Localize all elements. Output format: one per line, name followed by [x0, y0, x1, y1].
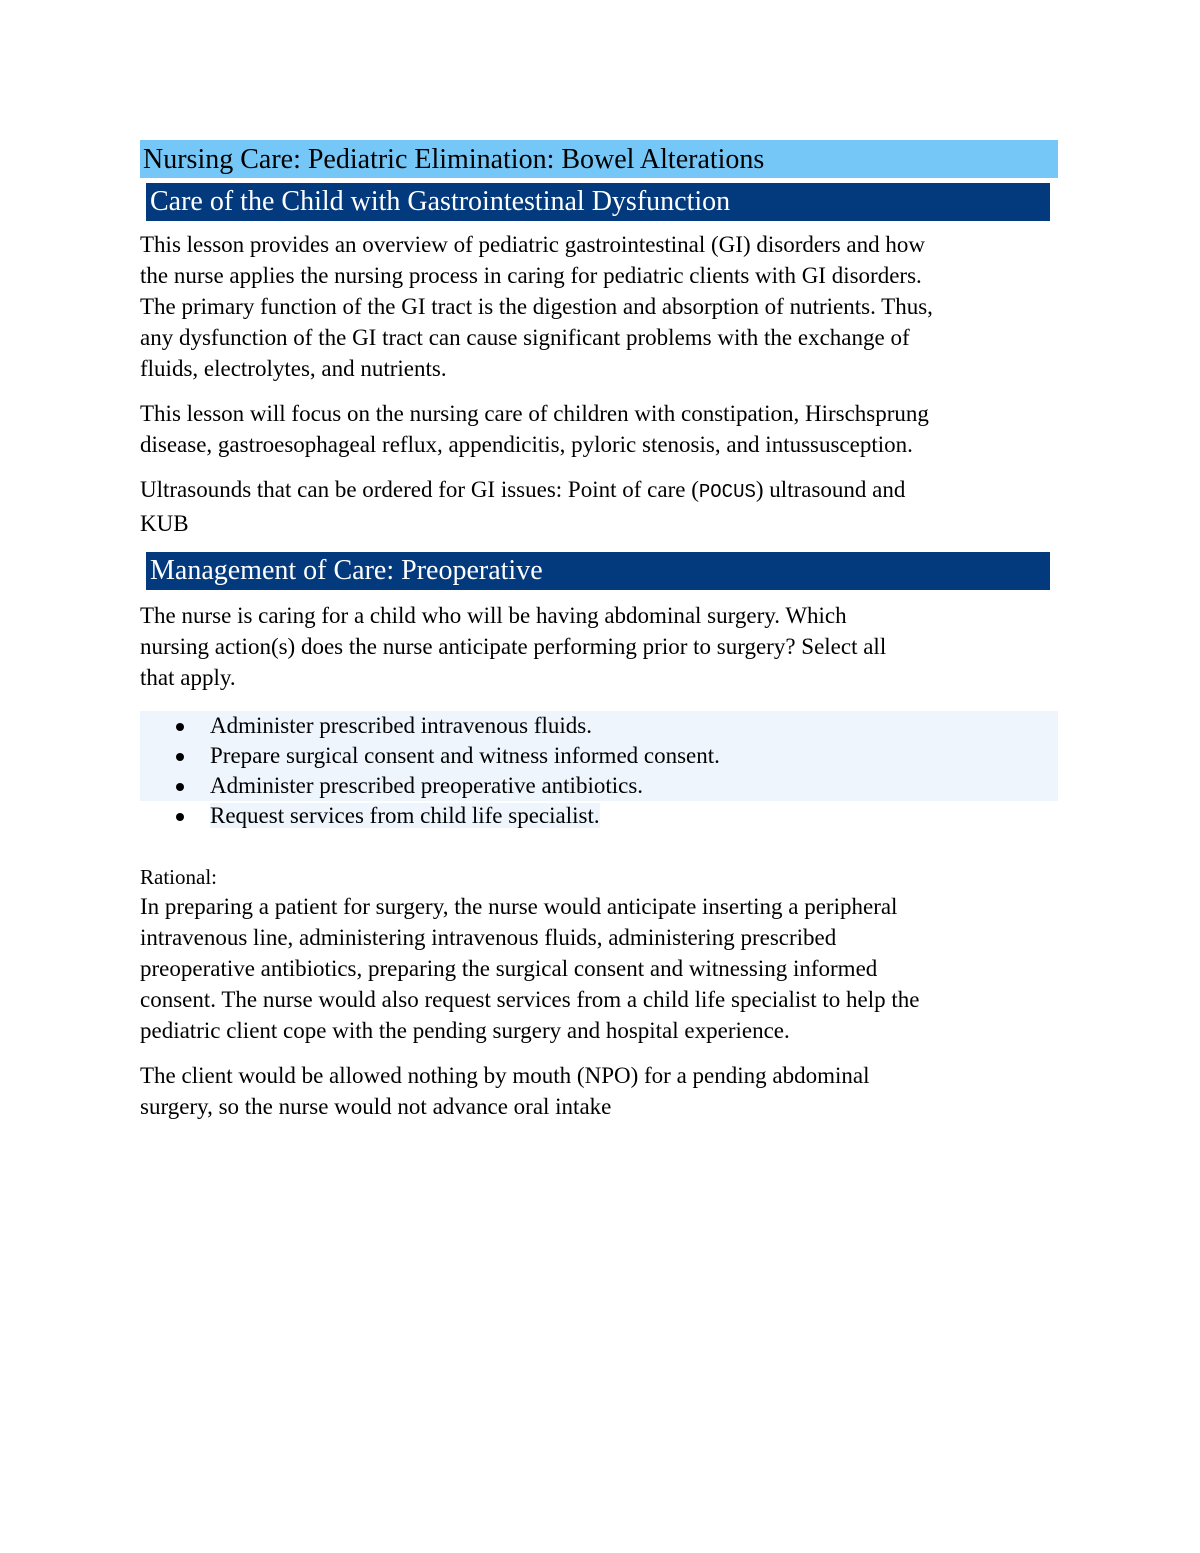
text-line: This lesson will focus on the nursing care of children with constipation, Hirschsprung	[140, 401, 929, 426]
bullet-icon	[176, 753, 184, 761]
focus-paragraph	[140, 398, 1058, 460]
text-line: intravenous line, administering intravenous fluids, administering prescribed	[140, 925, 837, 950]
text-line: nursing action(s) does the nurse anticipate performing prior to surgery? Select all	[140, 634, 887, 659]
text-line: The primary function of the GI tract is the digestion and absorption of nutrients. Thus,	[140, 294, 933, 319]
list-item	[140, 771, 1058, 801]
option-text: Prepare surgical consent and witness informed consent.	[210, 743, 720, 768]
text-segment: Ultrasounds that can be ordered for GI issues: Point of care (	[140, 477, 699, 502]
question-paragraph	[140, 600, 1058, 693]
text-segment: ) ultrasound and	[755, 477, 906, 502]
text-line: The client would be allowed nothing by mouth (NPO) for a pending abdominal	[140, 1063, 870, 1088]
bullet-icon	[176, 813, 184, 821]
list-item	[140, 801, 1058, 831]
bullet-icon	[176, 783, 184, 791]
option-text: Administer prescribed preoperative antibiotics.	[210, 773, 644, 798]
text-line: fluids, electrolytes, and nutrients.	[140, 356, 447, 381]
text-line: surgery, so the nurse would not advance oral intake	[140, 1094, 612, 1119]
text-line: the nurse applies the nursing process in caring for pediatric clients with GI disorders.	[140, 263, 922, 288]
section-heading-preoperative: Management of Care: Preoperative	[146, 552, 1050, 590]
text-line: In preparing a patient for surgery, the nurse would anticipate inserting a peripheral	[140, 894, 898, 919]
text-line: The nurse is caring for a child who will be having abdominal surgery. Which	[140, 603, 847, 628]
rational-paragraph	[140, 891, 1058, 1046]
bullet-icon	[176, 723, 184, 731]
list-item	[140, 741, 1058, 771]
document-page	[140, 140, 1058, 1122]
list-item	[140, 711, 1058, 741]
pocus-abbreviation: POCUS	[698, 481, 756, 503]
text-line: disease, gastroesophageal reflux, appendicitis, pyloric stenosis, and intussusception.	[140, 432, 913, 457]
text-line: preoperative antibiotics, preparing the surgical consent and witnessing informed	[140, 956, 878, 981]
text-line: This lesson provides an overview of pediatric gastrointestinal (GI) disorders and how	[140, 232, 925, 257]
ultrasound-paragraph	[140, 474, 1058, 539]
document-title: Nursing Care: Pediatric Elimination: Bowel Alterations	[140, 140, 1058, 178]
section-heading-gi-dysfunction: Care of the Child with Gastrointestinal Dysfunction	[146, 183, 1050, 221]
answer-options-list	[140, 711, 1058, 831]
option-text: Request services from child life specialist.	[210, 803, 600, 828]
text-line: pediatric client cope with the pending surgery and hospital experience.	[140, 1018, 790, 1043]
option-text: Administer prescribed intravenous fluids.	[210, 713, 592, 738]
text-line: consent. The nurse would also request services from a child life specialist to help the	[140, 987, 920, 1012]
text-line: that apply.	[140, 665, 236, 690]
text-line: KUB	[140, 511, 189, 536]
rational-label: Rational:	[140, 865, 217, 889]
text-line: any dysfunction of the GI tract can cause significant problems with the exchange of	[140, 325, 910, 350]
intro-paragraph	[140, 229, 1058, 384]
npo-paragraph	[140, 1060, 1058, 1122]
